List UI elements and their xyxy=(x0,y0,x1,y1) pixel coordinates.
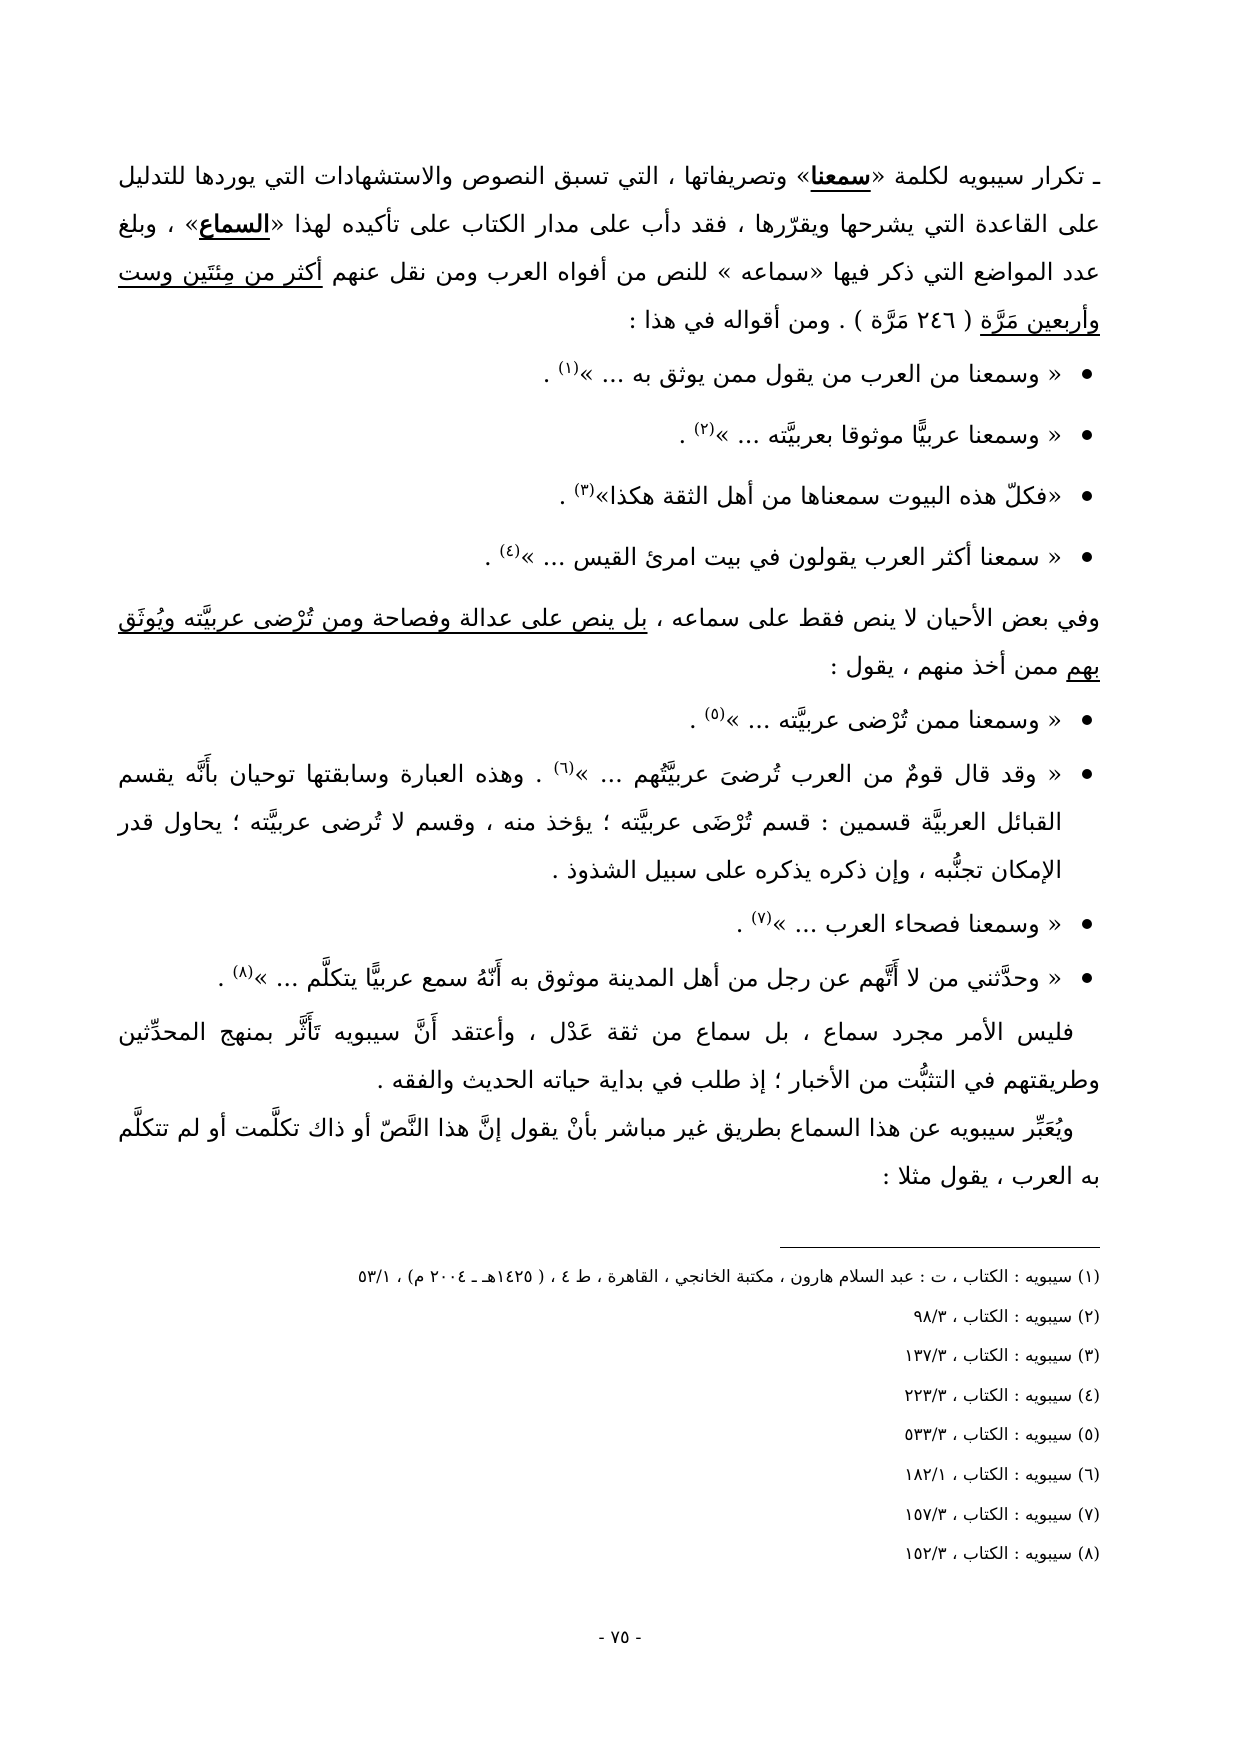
text-run: ممن أخذ منهم ، يقول : xyxy=(829,652,1067,680)
paragraph-4: ويُعَبِّر سيبويه عن هذا السماع بطريق غير مباشر بأنْ يقول إنَّ هذا النَّصّ أو ذاك تكلَّمت أو لم تتكلَّم به العرب ، يقول مثلا : xyxy=(118,1114,1100,1190)
emphasized-word: السماع xyxy=(199,209,270,238)
quote-item xyxy=(118,472,1100,520)
footnote-7: (٧) سيبويه : الكتاب ، ١٥٧/٣ xyxy=(904,1504,1100,1525)
footnote-ref: (٤) xyxy=(499,541,521,560)
quote-end: . xyxy=(542,360,559,388)
footnote-8: (٨) سيبويه : الكتاب ، ١٥٢/٣ xyxy=(904,1544,1100,1565)
body-text xyxy=(118,152,1100,1200)
footnote-5: (٥) سيبويه : الكتاب ، ٥٣٣/٣ xyxy=(904,1425,1100,1446)
quote-item xyxy=(118,533,1100,581)
paragraph-2 xyxy=(118,594,1100,690)
quote-text: « وسمعنا من العرب من يقول ممن يوثق به ... » xyxy=(579,360,1062,388)
quote-item xyxy=(118,750,1100,894)
quote-end: . xyxy=(689,706,705,734)
footnote-4: (٤) سيبويه : الكتاب ، ٢٢٣/٣ xyxy=(904,1385,1100,1406)
quote-text: « وسمعنا ممن تُرْضى عربيَّته ... » xyxy=(725,706,1062,734)
underlined-phrase: بل ينص على عدالة وفصاحة ومن تُرْضى عربيَّته ويُوثَق بهم xyxy=(118,604,1100,680)
footnote-ref: (٣) xyxy=(573,480,595,499)
quote-item xyxy=(118,350,1100,398)
quote-end: . xyxy=(735,910,752,938)
quote-commentary: . وهذه العبارة وسابقتها توحيان بأَنَّه يقسم القبائل العربيَّة قسمين : قسم تُرْضَى عربيَّته ؛ يؤخذ منه ، وقسم لا تُرضى عربيَّته ؛ يحاول قدر الإمكان تجنُّبه ، وإن ذكره يذكره على سبيل الشذوذ . xyxy=(118,760,1062,884)
emphasized-word: سمعنا xyxy=(810,161,871,190)
quote-text: « سمعنا أكثر العرب يقولون في بيت امرئ القيس ... » xyxy=(520,543,1062,571)
quote-item xyxy=(118,954,1100,1002)
footnote-2: (٢) سيبويه : الكتاب ، ٩٨/٣ xyxy=(913,1306,1100,1327)
quote-text: « وسمعنا فصحاء العرب ... » xyxy=(772,910,1062,938)
quote-text: « وحدَّثني من لا أَتَّهم عن رجل من أهل المدينة موثوق به أَنّهُ سمع عربيًّا يتكلَّم ... » xyxy=(253,964,1062,992)
text-run: » ، وبلغ عدد المواضع التي ذكر فيها «سماعه » للنص من أفواه العرب ومن نقل عنهم xyxy=(118,210,1100,286)
paragraph-3: فليس الأمر مجرد سماع ، بل سماع من ثقة عَدْل ، وأعتقد أَنَّ سيبويه تَأَثَّر بمنهج المحدِّثين وطريقتهم في التثبُّت من الأخبار ؛ إذ طلب في بداية حياته الحديث والفقه . xyxy=(118,1018,1100,1094)
quote-end: . xyxy=(483,543,500,571)
quote-end: . xyxy=(558,482,574,510)
footnote-6: (٦) سيبويه : الكتاب ، ١٨٢/١ xyxy=(904,1464,1100,1485)
quote-item xyxy=(118,696,1100,744)
footnote-1: (١) سيبويه : الكتاب ، ت : عبد السلام هارون ، مكتبة الخانجي ، القاهرة ، ط ٤ ، ( ١٤٢٥هـ ـ ٢٠٠٤ م) ، ٥٣/١ xyxy=(357,1267,1100,1287)
text-run: ـ تكرار سيبويه لكلمة « xyxy=(870,162,1100,190)
quotes-list-1 xyxy=(118,350,1100,581)
text-run: وفي بعض الأحيان لا ينص فقط على سماعه ، xyxy=(647,604,1100,632)
quote-item xyxy=(118,411,1100,459)
quote-text: « وقد قال قومٌ من العرب تُرضىَ عربيَّتُهم ... » xyxy=(574,760,1062,788)
quote-text: « وسمعنا عربيًّا موثوقا بعربيَّته ... » xyxy=(714,421,1062,449)
quote-text: «فكلّ هذه البيوت سمعناها من أهل الثقة هكذا» xyxy=(594,482,1062,510)
footnote-ref: (٢) xyxy=(693,419,715,438)
quote-end: . xyxy=(217,964,233,992)
paragraph-1 xyxy=(118,152,1100,344)
footnotes xyxy=(118,1258,1100,1575)
quote-item xyxy=(118,900,1100,948)
underlined-phrase: أكثر من مِئتَين وست وأربعين مَرَّة xyxy=(118,258,1100,334)
footnote-ref: (٦) xyxy=(553,758,575,777)
footnote-ref: (٧) xyxy=(751,908,773,927)
text-run: ( ٢٤٦ مَرَّة ) . ومن أقواله في هذا : xyxy=(628,306,981,334)
footnote-ref: (٨) xyxy=(232,962,254,981)
page-number: - ٧٥ - xyxy=(598,1627,642,1648)
quote-end: . xyxy=(678,421,694,449)
text-run: » وتصريفاتها ، التي تسبق النصوص والاستشهادات التي يوردها للتدليل على القاعدة التي يشرحها ويقرّرها ، فقد دأب على مدار الكتاب على تأكيده لهذا « xyxy=(118,162,1100,238)
footnote-3: (٣) سيبويه : الكتاب ، ١٣٧/٣ xyxy=(904,1346,1100,1367)
quotes-list-2 xyxy=(118,696,1100,1002)
footnote-separator xyxy=(780,1247,1100,1248)
footnote-ref: (٥) xyxy=(704,704,726,723)
footnote-ref: (١) xyxy=(558,358,580,377)
